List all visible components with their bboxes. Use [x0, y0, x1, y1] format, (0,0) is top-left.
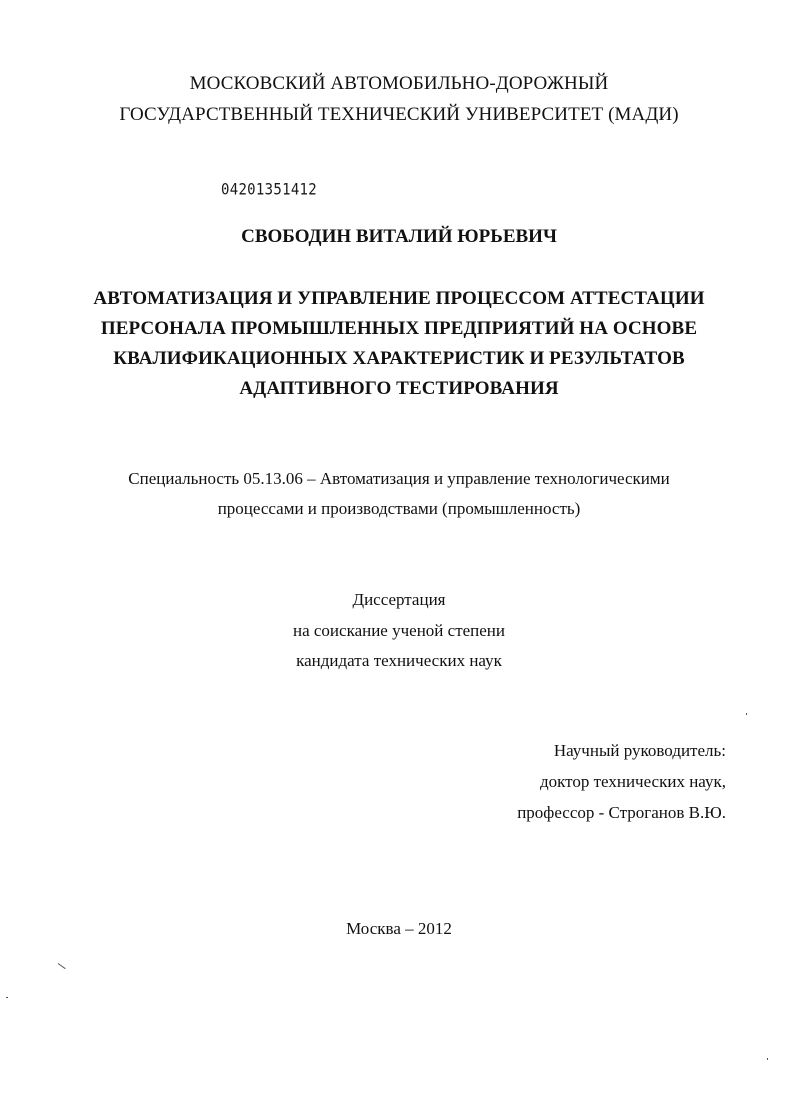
institution-name-line-1: МОСКОВСКИЙ АВТОМОБИЛЬНО-ДОРОЖНЫЙ [189, 73, 609, 94]
degree-purpose: на соискание ученой степени [292, 621, 506, 640]
author-name: СВОБОДИН ВИТАЛИЙ ЮРЬЕВИЧ [241, 226, 557, 247]
supervisor-block [420, 742, 726, 842]
supervisor-label: Научный руководитель: [553, 741, 726, 760]
city-year: Москва – 2012 [346, 919, 452, 938]
dissertation-title-line-1: АВТОМАТИЗАЦИЯ И УПРАВЛЕНИЕ ПРОЦЕССОМ АТТЕСТАЦИИ [93, 288, 705, 309]
degree-name: кандидата технических наук [296, 651, 502, 670]
scan-artifact-mark [58, 963, 66, 969]
registration-number-stamp: 04201351412 [221, 181, 318, 199]
scan-artifact-dot [767, 1058, 768, 1060]
dissertation-title-line-4: АДАПТИВНОГО ТЕСТИРОВАНИЯ [239, 378, 559, 399]
specialty-line-2: процессами и производствами (промышленность) [217, 499, 581, 518]
scan-artifact-dot [746, 713, 747, 715]
dissertation-title-line-3: КВАЛИФИКАЦИОННЫХ ХАРАКТЕРИСТИК И РЕЗУЛЬТАТОВ [113, 348, 685, 369]
dissertation-title-line-2: ПЕРСОНАЛА ПРОМЫШЛЕННЫХ ПРЕДПРИЯТИЙ НА ОСНОВЕ [100, 318, 698, 339]
institution-name-line-2: ГОСУДАРСТВЕННЫЙ ТЕХНИЧЕСКИЙ УНИВЕРСИТЕТ (МАДИ) [119, 104, 679, 125]
specialty-line-1: Специальность 05.13.06 – Автоматизация и управление технологическими [128, 469, 670, 488]
supervisor-degree: доктор технических наук, [539, 772, 726, 791]
document-type: Диссертация [352, 590, 446, 609]
supervisor-name: профессор - Строганов В.Ю. [517, 803, 726, 822]
scan-artifact-dot [6, 997, 8, 998]
